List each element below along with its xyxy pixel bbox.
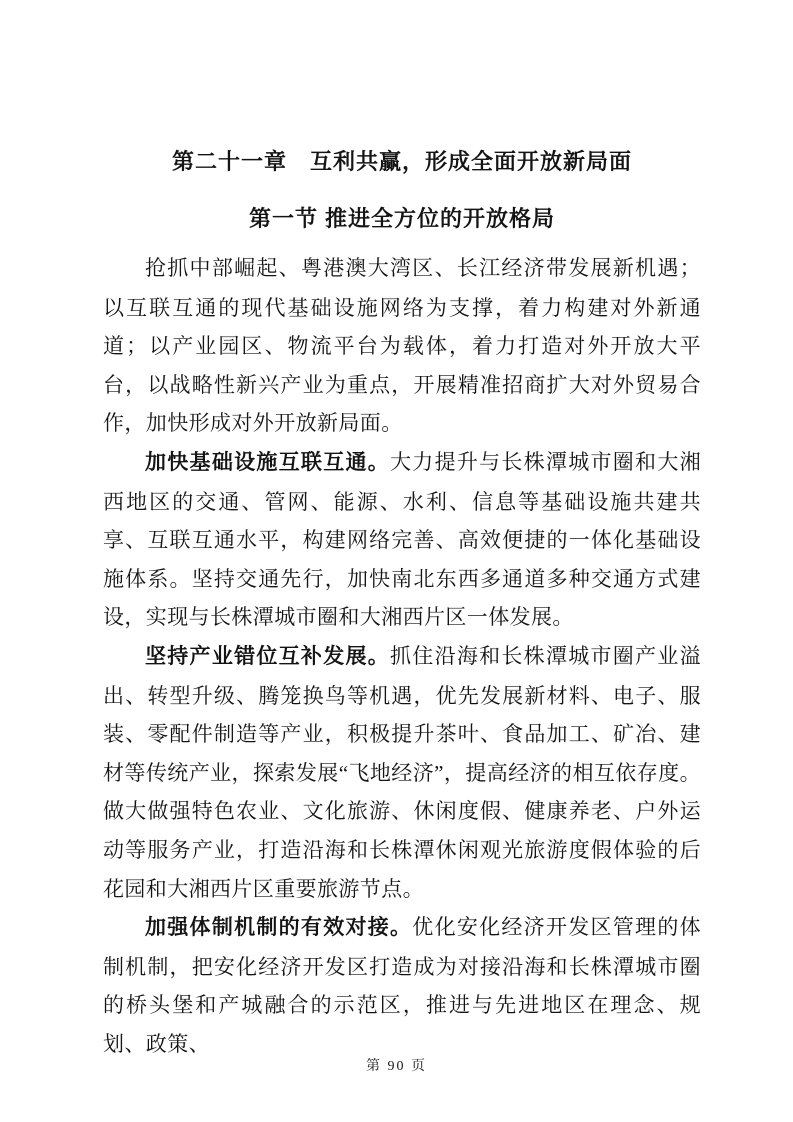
page-number: 第 90 页	[366, 1059, 427, 1074]
page-content	[103, 145, 701, 1063]
paragraph-lead: 坚持产业错位互补发展。	[145, 644, 391, 668]
paragraph-text: 优化安化经济开发区管理的体制机制，把安化经济开发区打造成为对接沿海和长株潭城市圈的桥头堡和产城融合的示范区，推进与先进地区在理念、规划、政策、	[103, 915, 701, 1056]
paragraph	[103, 443, 701, 637]
paragraph	[103, 908, 701, 1063]
chapter-title: 第二十一章 互利共赢，形成全面开放新局面	[171, 149, 632, 174]
section-title: 第一节 推进全方位的开放格局	[248, 206, 556, 231]
paragraph	[103, 249, 701, 443]
paragraph-lead: 加强体制机制的有效对接。	[145, 916, 413, 940]
paragraph	[103, 637, 701, 908]
body-text	[103, 249, 701, 1063]
paragraph-lead: 加快基础设施互联互通。	[145, 450, 391, 474]
paragraph-text: 大力提升与长株潭城市圈和大湘西地区的交通、管网、能源、水利、信息等基础设施共建共享、互联互通水平，构建网络完善、高效便捷的一体化基础设施体系。坚持交通先行，加快南北东西多通道多种交通方式建设，实现与长株潭城市圈和大湘西片区一体发展。	[103, 449, 701, 630]
paragraph-text: 抓住沿海和长株潭城市圈产业溢出、转型升级、腾笼换鸟等机遇，优先发展新材料、电子、服装、零配件制造等产业，积极提升茶叶、食品加工、矿冶、建材等传统产业，探索发展“飞地经济”，提高经济的相互依存度。做大做强特色农业、文化旅游、休闲度假、健康养老、户外运动等服务产业，打造沿海和长株潭休闲观光旅游度假体验的后花园和大湘西片区重要旅游节点。	[103, 643, 701, 901]
paragraph-text: 抢抓中部崛起、粤港澳大湾区、长江经济带发展新机遇；以互联互通的现代基础设施网络为支撑，着力构建对外新通道；以产业园区、物流平台为载体，着力打造对外开放大平台，以战略性新兴产业为重点，开展精准招商扩大对外贸易合作，加快形成对外开放新局面。	[103, 256, 701, 436]
